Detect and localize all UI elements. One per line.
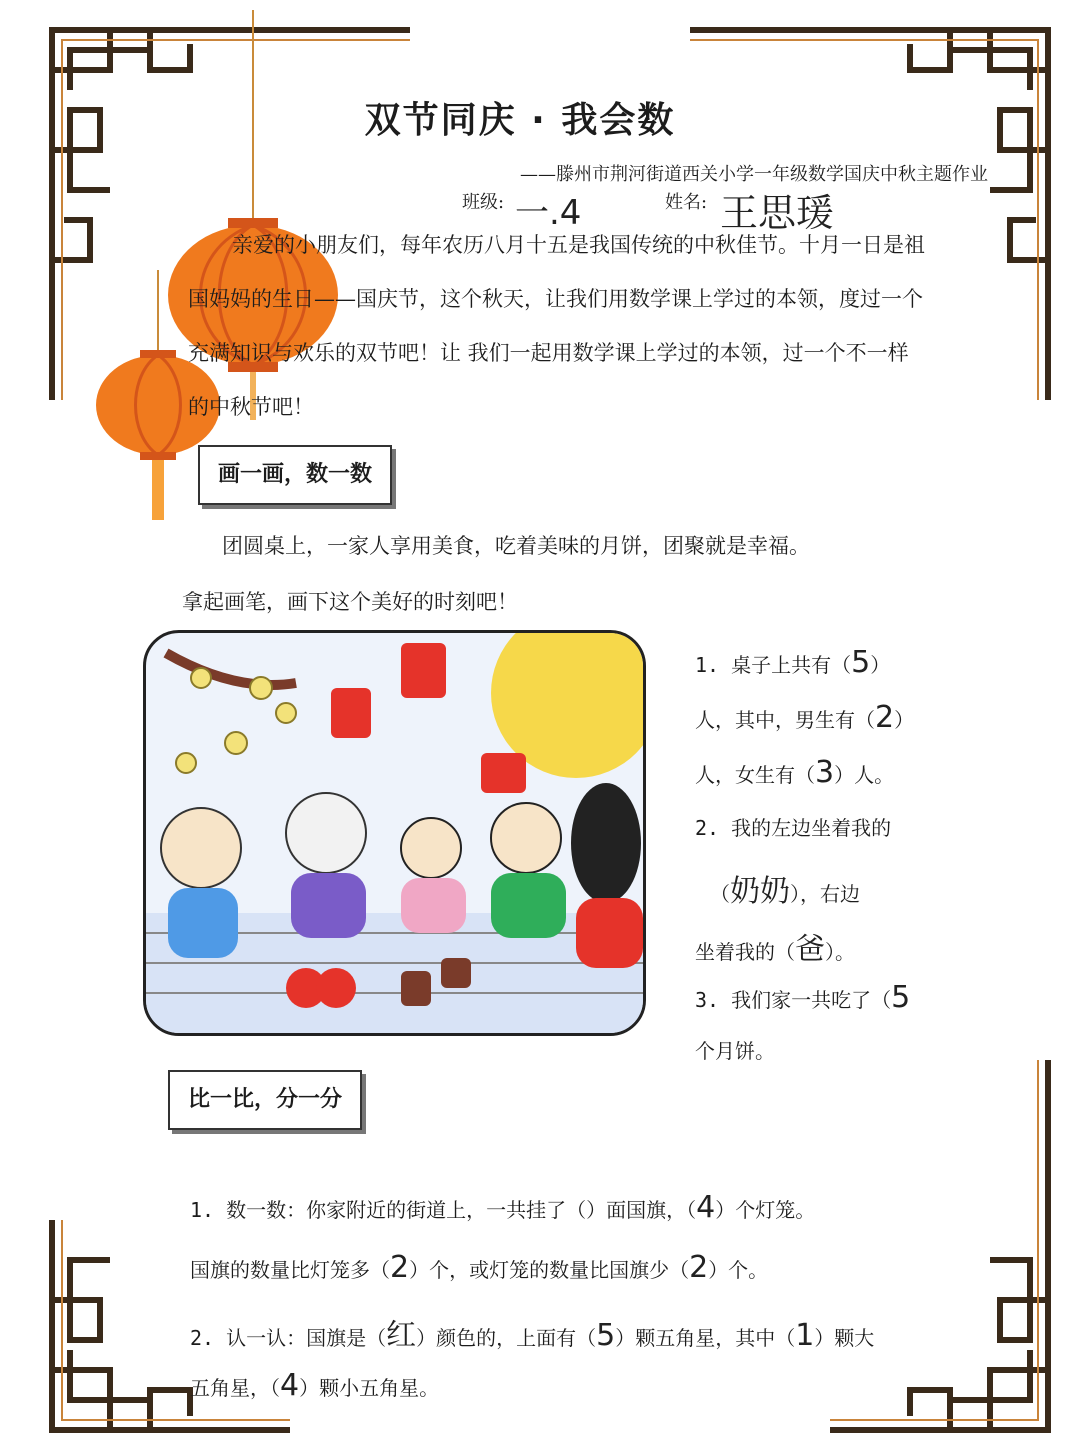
q1-line-a: 1. 桌子上共有（5） bbox=[695, 645, 891, 680]
answer-left-person: 奶奶 bbox=[730, 874, 790, 909]
answer-star-count: 5 bbox=[596, 1318, 616, 1353]
family-drawing-art bbox=[146, 633, 643, 1033]
answer-small-stars: 4 bbox=[280, 1368, 300, 1403]
intro-paragraph bbox=[188, 218, 928, 434]
answer-total-people: 5 bbox=[851, 645, 871, 680]
page-subtitle: ——滕州市荆河街道西关小学一年级数学国庆中秋主题作业 bbox=[520, 164, 988, 185]
compare-q2-line-a: 2. 认一认：国旗是（红）颜色的，上面有（5）颗五角星，其中（1）颗大 bbox=[190, 1318, 875, 1353]
q3-line-b: 个月饼。 bbox=[695, 1039, 775, 1063]
page-title: 双节同庆 · 我会数 bbox=[364, 100, 676, 141]
family-drawing bbox=[143, 630, 646, 1036]
answer-girls: 3 bbox=[815, 755, 835, 790]
q2-line-a: 2. 我的左边坐着我的 bbox=[695, 816, 892, 840]
section1-line2: 拿起画笔，画下这个美好的时刻吧！ bbox=[182, 590, 518, 614]
compare-q1-line-b: 国旗的数量比灯笼多（2）个，或灯笼的数量比国旗少（2）个。 bbox=[190, 1250, 769, 1285]
q2-line-b: （奶奶），右边 bbox=[710, 874, 860, 909]
compare-q2-line-b: 五角星，（4）颗小五角星。 bbox=[190, 1368, 440, 1403]
q1-line-b: 人，其中，男生有（2） bbox=[695, 700, 915, 735]
answer-flags-more: 2 bbox=[390, 1250, 410, 1285]
section-heading-compare: 比一比，分一分 bbox=[168, 1070, 362, 1130]
bottom-right-frame-ornament bbox=[820, 1060, 1060, 1440]
compare-q1-line-a: 1. 数一数：你家附近的街道上，一共挂了（）面国旗，（4）个灯笼。 bbox=[190, 1190, 816, 1225]
answer-boys: 2 bbox=[875, 700, 895, 735]
class-label: 班级: bbox=[462, 192, 505, 213]
answer-lanterns: 4 bbox=[696, 1190, 716, 1225]
q3-line-a: 3. 我们家一共吃了（5 bbox=[695, 980, 911, 1015]
intro-text: 亲爱的小朋友们，每年农历八月十五是我国传统的中秋佳节。十月一日是祖国妈妈的生日——国庆节，这个秋天，让我们用数学课上学过的本领，度过一个充满知识与欢乐的双节吧！让 我们一起用数学课上学过的本领，过一个不一样的中秋节吧！ bbox=[188, 233, 925, 419]
answer-lanterns-fewer: 2 bbox=[689, 1250, 709, 1285]
answer-right-person: 爸 bbox=[795, 932, 825, 967]
answer-flag-color: 红 bbox=[386, 1318, 417, 1353]
section1-line1: 团圆桌上，一家人享用美食，吃着美味的月饼，团聚就是幸福。 bbox=[222, 534, 810, 558]
section-heading-draw-count: 画一画，数一数 bbox=[198, 445, 392, 505]
answer-mooncakes: 5 bbox=[891, 980, 911, 1015]
answer-big-stars: 1 bbox=[795, 1318, 815, 1353]
q1-line-c: 人，女生有（3）人。 bbox=[695, 755, 895, 790]
q2-line-c: 坐着我的（爸）。 bbox=[695, 932, 855, 967]
name-value: 王思瑗 bbox=[720, 191, 835, 235]
class-value: 一.4 bbox=[515, 193, 582, 233]
name-label: 姓名: bbox=[665, 192, 708, 213]
